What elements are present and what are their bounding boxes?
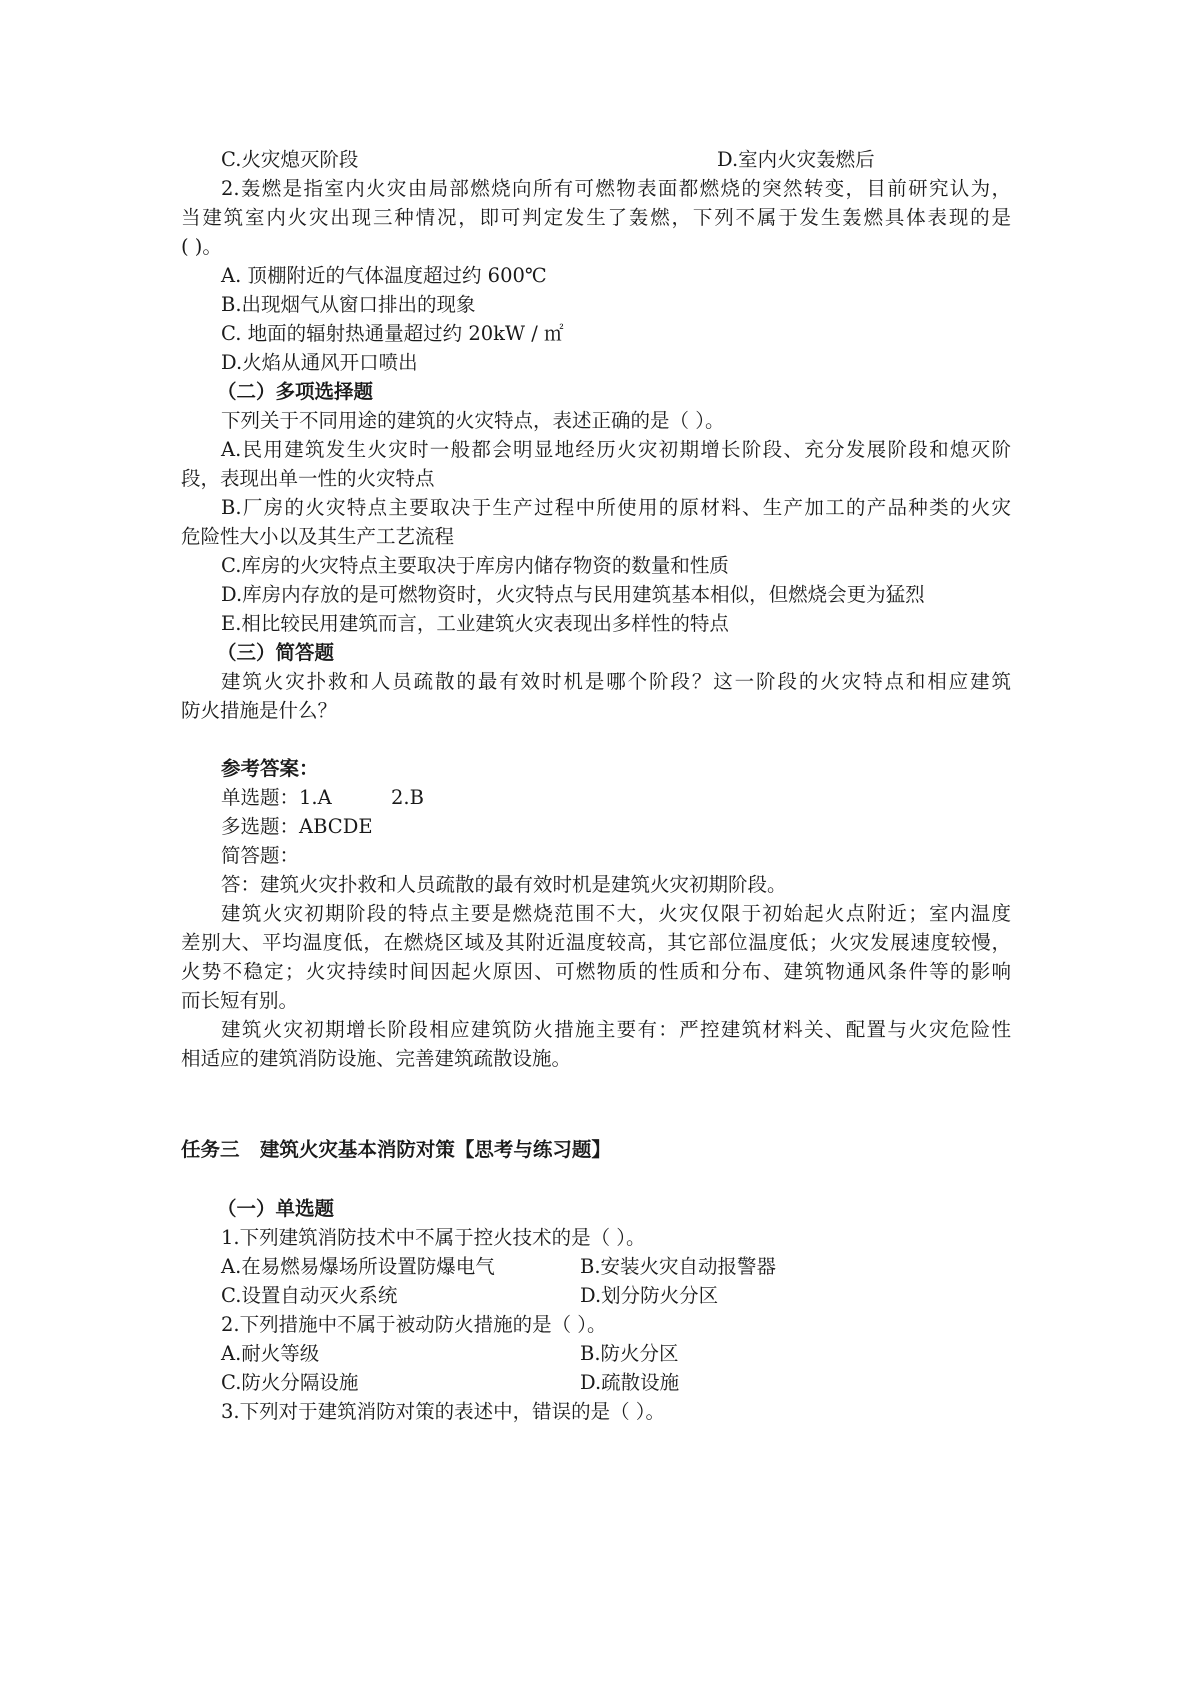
answer-single-label: 单选题：1.A xyxy=(221,786,332,809)
option-b-cont: 危险性大小以及其生产工艺流程 xyxy=(181,525,455,548)
answer-text: 答：建筑火灾扑救和人员疏散的最有效时机是建筑火灾初期阶段。 xyxy=(221,873,787,896)
answer-paragraph: 而长短有别。 xyxy=(181,989,299,1012)
answer-paragraph: 差别大、平均温度低，在燃烧区域及其附近温度较高，其它部位温度低；火灾发展速度较慢， xyxy=(181,931,1011,954)
answer-paragraph: 建筑火灾初期阶段的特点主要是燃烧范围不大，火灾仅限于初始起火点附近；室内温度 xyxy=(221,902,1011,925)
option-d: D.火焰从通风开口喷出 xyxy=(221,351,418,374)
answer-paragraph: 火势不稳定；火灾持续时间因起火原因、可燃物质的性质和分布、建筑物通风条件等的影响 xyxy=(181,960,1011,983)
section-heading: （一）单选题 xyxy=(217,1197,335,1220)
task-title: 任务三 建筑火灾基本消防对策【思考与练习题】 xyxy=(181,1138,611,1161)
question-text: 当建筑室内火灾出现三种情况，即可判定发生了轰燃，下列不属于发生轰燃具体表现的是 xyxy=(181,206,1011,229)
question-text: ( )。 xyxy=(181,235,222,258)
question-text: 3.下列对于建筑消防对策的表述中，错误的是（ ）。 xyxy=(221,1400,666,1423)
option-d: D.室内火灾轰燃后 xyxy=(717,148,875,171)
option-a: A. 顶棚附近的气体温度超过约 600℃ xyxy=(221,264,547,287)
option-c: C. 地面的辐射热通量超过约 20kW / ㎡ xyxy=(221,322,564,345)
answer-short-label: 简答题： xyxy=(221,844,300,867)
question-option-row xyxy=(221,1367,1011,1399)
question-text: 2.轰燃是指室内火灾由局部燃烧向所有可燃物表面都燃烧的突然转变，目前研究认为， xyxy=(221,177,1011,200)
option-d: D.库房内存放的是可燃物资时，火灾特点与民用建筑基本相似，但燃烧会更为猛烈 xyxy=(221,583,925,606)
option-c: C.火灾熄灭阶段 xyxy=(221,148,359,171)
answer-paragraph: 建筑火灾初期增长阶段相应建筑防火措施主要有：严控建筑材料关、配置与火灾危险性 xyxy=(221,1018,1011,1041)
option-e: E.相比较民用建筑而言，工业建筑火灾表现出多样性的特点 xyxy=(221,612,729,635)
option-b: B.厂房的火灾特点主要取决于生产过程中所使用的原材料、生产加工的产品种类的火灾 xyxy=(221,496,1011,519)
option-b: B.安装火灾自动报警器 xyxy=(580,1255,777,1278)
answer-paragraph: 相适应的建筑消防设施、完善建筑疏散设施。 xyxy=(181,1047,572,1070)
question-text: 防火措施是什么？ xyxy=(181,699,338,722)
answer-single-row xyxy=(221,782,1011,814)
question-option-row xyxy=(221,1338,1011,1370)
option-c: C.库房的火灾特点主要取决于库房内储存物资的数量和性质 xyxy=(221,554,729,577)
answers-heading: 参考答案： xyxy=(221,757,319,780)
option-d: D.疏散设施 xyxy=(580,1371,680,1394)
question-text: 1.下列建筑消防技术中不属于控火技术的是（ ）。 xyxy=(221,1226,646,1249)
option-a: A.民用建筑发生火灾时一般都会明显地经历火灾初期增长阶段、充分发展阶段和熄灭阶 xyxy=(221,438,1011,461)
option-d: D.划分防火分区 xyxy=(580,1284,719,1307)
option-a: A.耐火等级 xyxy=(221,1342,320,1365)
section-heading: （三）简答题 xyxy=(217,641,335,664)
option-b: B.防火分区 xyxy=(580,1342,679,1365)
option-a-cont: 段，表现出单一性的火灾特点 xyxy=(181,467,435,490)
section-heading: （二）多项选择题 xyxy=(217,380,374,403)
option-c: C.设置自动灭火系统 xyxy=(221,1284,398,1307)
answer-single-2: 2.B xyxy=(391,786,424,809)
question-text: 下列关于不同用途的建筑的火灾特点，表述正确的是（ ）。 xyxy=(221,409,725,432)
question-text: 建筑火灾扑救和人员疏散的最有效时机是哪个阶段？这一阶段的火灾特点和相应建筑 xyxy=(221,670,1011,693)
question-option-row xyxy=(221,144,1011,176)
answer-multi: 多选题：ABCDE xyxy=(221,815,373,838)
option-a: A.在易燃易爆场所设置防爆电气 xyxy=(221,1255,495,1278)
option-b: B.出现烟气从窗口排出的现象 xyxy=(221,293,476,316)
option-c: C.防火分隔设施 xyxy=(221,1371,359,1394)
question-option-row xyxy=(221,1251,1011,1283)
question-option-row xyxy=(221,1280,1011,1312)
question-text: 2.下列措施中不属于被动防火措施的是（ ）。 xyxy=(221,1313,607,1336)
